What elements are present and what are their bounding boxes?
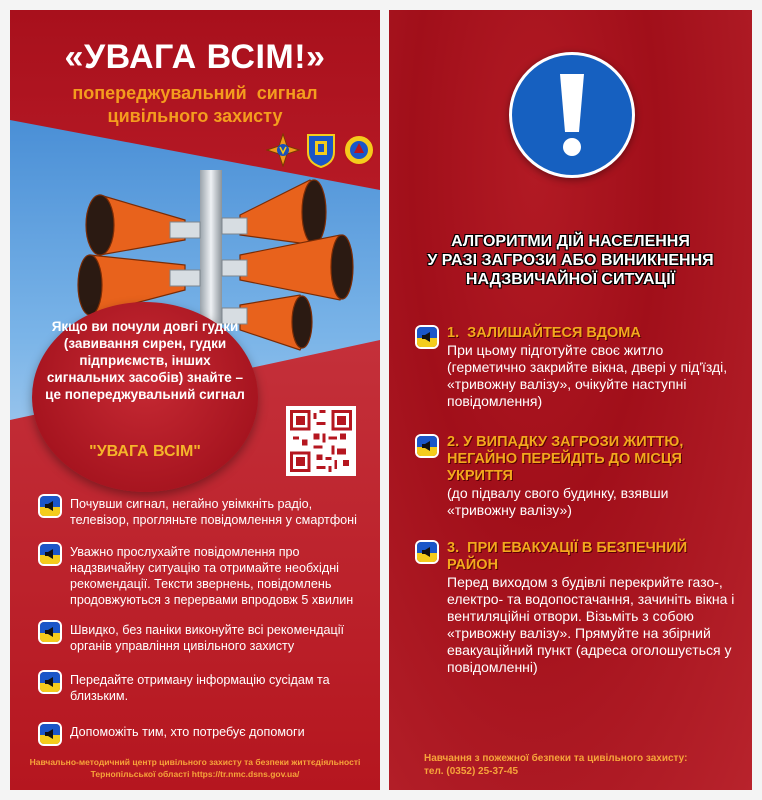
- megaphone-icon: [40, 724, 60, 744]
- right-footer: [424, 752, 744, 778]
- megaphone-icon: [40, 672, 60, 692]
- subtitle-line-2: цивільного захисту: [107, 106, 283, 126]
- left-footer-line-2[interactable]: Тернопільської області https://tr.nmc.dsns.gov.ua/: [90, 769, 300, 779]
- megaphone-icon: [417, 327, 437, 347]
- heading-line-3: НАДЗВИЧАЙНОЇ СИТУАЦІЇ: [465, 271, 676, 288]
- tip-text: Допоможіть тим, хто потребує допомоги: [70, 725, 305, 739]
- step-body: При цьому підготуйте своє житло (герметично закрийте вікна, двері у під'їзді, «тривожну валізу», очікуйте наступні повідомлення): [447, 342, 728, 409]
- tip-1: [40, 496, 365, 528]
- step-1: [417, 325, 737, 410]
- heading-line-2: У РАЗІ ЗАГРОЗИ АБО ВИНИКНЕННЯ: [427, 252, 714, 269]
- megaphone-icon: [40, 496, 60, 516]
- left-footer: [10, 756, 380, 780]
- step-body: Перед виходом з будівлі перекрийте газо-, електро- та водопостачання, зачиніть вікна і вентиляційні отвори. Візьміть з собою «тривожну валізу». Прямуйте на збірний евакуаційний пункт (адреса оголошується у повідомленні): [447, 574, 735, 675]
- step-3: [417, 540, 737, 676]
- tip-text: Швидко, без паніки виконуйте всі рекомендації органів управління цивільного захисту: [70, 623, 345, 653]
- tip-4: [40, 672, 365, 704]
- algorithm-heading: [389, 232, 752, 289]
- qr-code[interactable]: [286, 406, 356, 476]
- megaphone-icon: [40, 622, 60, 642]
- subtitle-line-1: попереджувальний сигнал: [72, 83, 318, 103]
- megaphone-icon: [417, 436, 437, 456]
- tip-text: Уважно прослухайте повідомлення про надзвичайну ситуацію та отримайте необхідні рекомендації. Тексти звернень, повідомлень продовжуються з перервами впродовж 5 хвилин: [70, 545, 354, 607]
- training-center-emblem-icon: [341, 130, 377, 170]
- megaphone-icon: [40, 544, 60, 564]
- step-heading: 2. У ВИПАДКУ ЗАГРОЗИ ЖИТТЮ, НЕГАЙНО ПЕРЕЙДІТЬ ДО МІСЦЯ УКРИТТЯ: [447, 434, 684, 484]
- circle-signal-name: "УВАГА ВСІМ": [89, 443, 201, 460]
- right-footer-line-1: Навчання з пожежної безпеки та цивільного захисту:: [424, 753, 688, 764]
- tip-2: [40, 544, 365, 608]
- step-body: (до підвалу свого будинку, взявши «тривожну валізу»): [447, 485, 669, 518]
- circle-text: Якщо ви почули довгі гудки (завивання сирен, гудки підприємств, інших сигнальних засобів) знайте – це попереджувальний сигнал: [45, 319, 245, 402]
- subtitle: [10, 82, 380, 128]
- step-heading: 1. ЗАЛИШАЙТЕСЯ ВДОМА: [447, 325, 641, 341]
- left-footer-line-1: Навчально-методичний центр цивільного захисту та безпеки життєдіяльності: [29, 757, 361, 767]
- left-leaflet-panel: [10, 10, 380, 790]
- phone-number[interactable]: тел. (0352) 25-37-45: [424, 766, 519, 777]
- right-leaflet-panel: [389, 10, 752, 790]
- megaphone-icon: [417, 542, 437, 562]
- ternopil-coat-of-arms-icon: [303, 130, 339, 170]
- tip-5: [40, 724, 365, 744]
- step-heading: 3. ПРИ ЕВАКУАЦІЇ В БЕЗПЕЧНИЙ РАЙОН: [447, 540, 692, 573]
- exclamation-icon: [509, 52, 635, 178]
- tip-text: Передайте отриману інформацію сусідам та близьким.: [70, 673, 330, 703]
- dsns-emblem-icon: [265, 130, 301, 170]
- tip-text: Почувши сигнал, негайно увімкніть радіо, телевізор, прогляньте повідомлення у смартфоні: [70, 497, 357, 527]
- emblems: [265, 130, 377, 170]
- step-2: [417, 434, 737, 519]
- heading-line-1: АЛГОРИТМИ ДІЙ НАСЕЛЕННЯ: [451, 233, 690, 250]
- main-title: «УВАГА ВСІМ!»: [64, 38, 326, 76]
- tip-3: [40, 622, 365, 654]
